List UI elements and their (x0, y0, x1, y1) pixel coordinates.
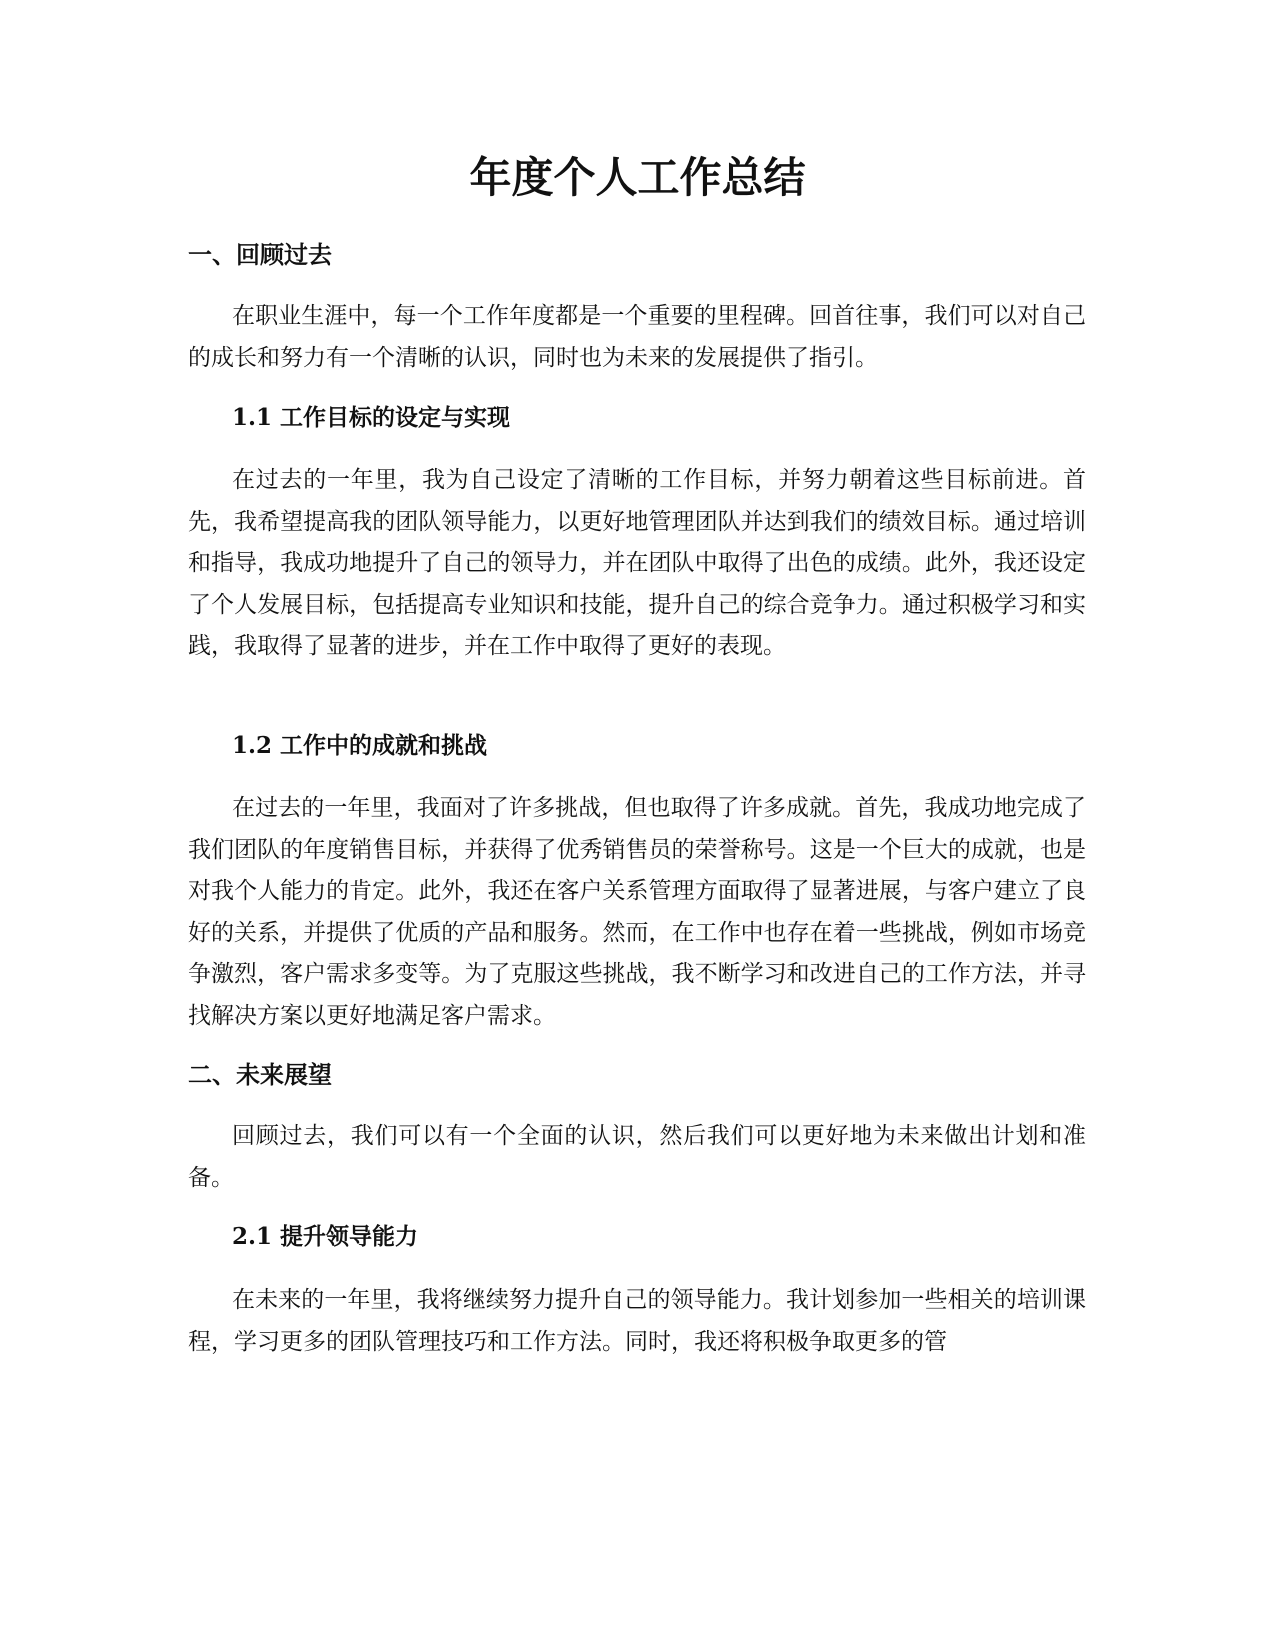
paragraph-achievements: 在过去的一年里，我面对了许多挑战，但也取得了许多成就。首先，我成功地完成了我们团队的年度销售目标，并获得了优秀销售员的荣誉称号。这是一个巨大的成就，也是对我个人能力的肯定。此外，我还在客户关系管理方面取得了显著进展，与客户建立了良好的关系，并提供了优质的产品和服务。然而，在工作中也存在着一些挑战，例如市场竞争激烈，客户需求多变等。为了克服这些挑战，我不断学习和改进自己的工作方法，并寻找解决方案以更好地满足客户需求。 (188, 795, 1086, 1029)
section-heading-review: 一、回顾过去 (188, 241, 332, 269)
paragraph-leadership: 在未来的一年里，我将继续努力提升自己的领导能力。我计划参加一些相关的培训课程，学习更多的团队管理技巧和工作方法。同时，我还将积极争取更多的管 (188, 1287, 1086, 1355)
subheading-leadership: 2.1 提升领导能力 (232, 1223, 419, 1250)
section-intro-outlook: 回顾过去，我们可以有一个全面的认识，然后我们可以更好地为未来做出计划和准备。 (188, 1123, 1086, 1191)
subheading-goals: 1.1 工作目标的设定与实现 (232, 404, 511, 431)
subheading-achievements: 1.2 工作中的成就和挑战 (232, 732, 488, 759)
document-title: 年度个人工作总结 (469, 153, 806, 202)
paragraph-goals: 在过去的一年里，我为自己设定了清晰的工作目标，并努力朝着这些目标前进。首先，我希望提高我的团队领导能力，以更好地管理团队并达到我们的绩效目标。通过培训和指导，我成功地提升了自己的领导力，并在团队中取得了出色的成绩。此外，我还设定了个人发展目标，包括提高专业知识和技能，提升自己的综合竞争力。通过积极学习和实践，我取得了显著的进步，并在工作中取得了更好的表现。 (188, 467, 1086, 659)
section-intro-review: 在职业生涯中，每一个工作年度都是一个重要的里程碑。回首往事，我们可以对自己的成长和努力有一个清晰的认识，同时也为未来的发展提供了指引。 (188, 303, 1086, 371)
section-heading-outlook: 二、未来展望 (188, 1061, 332, 1089)
